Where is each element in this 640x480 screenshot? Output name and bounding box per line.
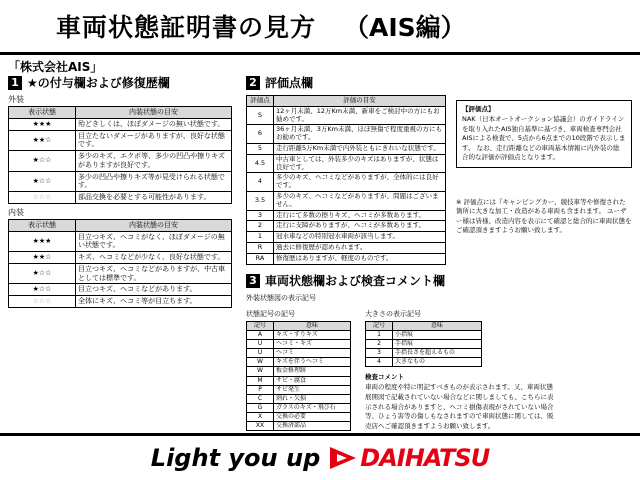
brand-name: DAIHATSU <box>360 444 490 472</box>
section-1-title <box>8 74 232 91</box>
points-text: 12ヶ月未満、12万Km未満、新車をご検討中の方にもお勧めです。 <box>274 106 446 125</box>
symbol-right-caption: 大きさの表示記号 <box>365 310 421 318</box>
points-text: 走行に支障がありますが、ヘコミが多数あります。 <box>274 221 446 232</box>
interior-text: 目立つキズ、ヘコミがなく、ほぼダメージの無い状態です。 <box>76 231 232 252</box>
page-title: 車両状態証明書の見方 <box>56 13 317 42</box>
table-row: 4 大きなもの <box>366 358 482 367</box>
table-row <box>247 232 446 243</box>
table-row <box>9 171 232 192</box>
table-row <box>247 242 446 253</box>
points-text: 36ヶ月未満、3万Km未満、ほぼ無傷で程度重視の方にもお勧めです。 <box>274 125 446 144</box>
tagline-pre: Light y <box>150 444 245 472</box>
table-row: P サビ発生 <box>247 385 351 394</box>
table-row: U ヘコミ <box>247 349 351 358</box>
evaluation-note-box <box>456 100 632 168</box>
interior-text: 目立つキズ、ヘコミなどがありますが、中古車としては標準です。 <box>76 263 232 284</box>
symbol-left-caption: 状態記号の記号 <box>246 310 295 318</box>
tagline-post: u up <box>260 444 321 472</box>
interior-table <box>8 219 232 308</box>
table-row: C 割れ・欠損 <box>247 394 351 403</box>
table-row: W 板金修理跡 <box>247 367 351 376</box>
points-score: 4 <box>247 173 274 192</box>
points-text: 過去に修復歴が認められます。 <box>274 242 446 253</box>
section-points <box>246 74 446 265</box>
table-row <box>9 231 232 252</box>
table-row: W キズを伴うヘコミ <box>247 358 351 367</box>
points-header-1: 評価の目安 <box>274 96 446 107</box>
points-score: 4.5 <box>247 154 274 173</box>
table-row <box>247 210 446 221</box>
symbol-right-table <box>365 321 482 367</box>
points-score: RA <box>247 253 274 264</box>
exterior-text: 殆どきしくは、ほぼダメージの無い状態です。 <box>76 118 232 130</box>
symbol-left-block <box>246 305 351 431</box>
section-3-number: 3 <box>246 274 260 288</box>
sym-right-header-1: 意味 <box>393 322 482 331</box>
sym-left-header-0: 記号 <box>247 322 274 331</box>
points-score: 5 <box>247 143 274 154</box>
exterior-stars: ☆☆☆ <box>9 192 76 204</box>
section-2-label: 評価点欄 <box>265 76 314 90</box>
exterior-table <box>8 106 232 204</box>
table-row <box>9 151 232 172</box>
section-3-label: 車両状態欄および検査コメント欄 <box>265 274 446 288</box>
interior-stars: ★☆☆ <box>9 263 76 284</box>
table-row <box>9 118 232 130</box>
evaluation-note-body: NAK（日本オートオークション協議会）のガイドラインを取り入れたAIS独自基準に基づき、車両検査専門会社AISによる検査で、5点から6点までの10段階で表示します。 なお、走行距離などの車両基本情報に内外装の総合的な評価が評価点となります。 <box>462 115 626 162</box>
exterior-stars: ★☆☆ <box>9 171 76 192</box>
table-row <box>247 221 446 232</box>
section-3-title <box>246 272 632 289</box>
table-row: 3 手指長さを超えるもの <box>366 349 482 358</box>
table-row: 2 手指痕 <box>366 340 482 349</box>
tagline <box>151 444 320 472</box>
table-row <box>247 143 446 154</box>
points-text: 走行にて多数の擦りキズ、ヘコミが多数あります。 <box>274 210 446 221</box>
symbol-right-block <box>365 305 555 432</box>
points-score: R <box>247 242 274 253</box>
table-row: U ヘコミ・キズ <box>247 340 351 349</box>
section-vehicle-condition <box>246 272 632 432</box>
section-stars <box>8 74 232 308</box>
table-row: X 交換の必要 <box>247 412 351 421</box>
table-row <box>9 130 232 151</box>
interior-stars: ★★☆ <box>9 252 76 264</box>
exterior-text: 目立たないダメージがありますが、良好な状態です。 <box>76 130 232 151</box>
table-row: A キズ・すりキズ <box>247 331 351 340</box>
company-name: 「株式会社AIS」 <box>8 60 103 74</box>
brand-logo <box>330 444 489 472</box>
points-header-0: 評価点 <box>247 96 274 107</box>
interior-stars: ★★★ <box>9 231 76 252</box>
exterior-stars: ★★★ <box>9 118 76 130</box>
points-text: 多少のキズ、ヘコミなどがありますが、全体的には良好です。 <box>274 173 446 192</box>
exterior-label: 外装 <box>8 95 24 104</box>
table-row <box>247 173 446 192</box>
exterior-text: 部品交換を必要とする可能性があります。 <box>76 192 232 204</box>
section-2-title <box>246 74 446 91</box>
tagline-o: o <box>244 444 261 472</box>
sym-left-header-1: 意味 <box>274 322 351 331</box>
interior-label: 内装 <box>8 207 24 217</box>
table-row <box>9 284 232 296</box>
page-footer <box>0 433 640 480</box>
table-row <box>247 125 446 144</box>
exterior-header-0: 表示状態 <box>9 107 76 119</box>
table-row: XX 交換済部品 <box>247 422 351 431</box>
points-text: 多少のキズ、ヘコミなどがありますが、問題はございません。 <box>274 191 446 210</box>
exterior-text: 多少のキズ、エクボ等、多少の凹凸や擦りキズがありますが良好です。 <box>76 151 232 172</box>
table-row <box>9 252 232 264</box>
points-text: 走行距離5万Km未満で内外装ともにきれいな状態です。 <box>274 143 446 154</box>
inspection-comment-title: 検査コメント <box>365 373 404 382</box>
points-score: 2 <box>247 221 274 232</box>
evaluation-extra-note: ※ 評価点には『キャンピングカー、競技車等や修復された箇所に大きな加工・改造がある車両も含まれます。 ユーザー様は皆様、改造内容を表示にて確認と総合的に車両状態をご確認頂きますようお願い致します。 <box>456 198 632 235</box>
table-row <box>247 154 446 173</box>
table-row <box>247 253 446 264</box>
table-row <box>247 191 446 210</box>
points-text: 修復歴はありますが、軽度のものです。 <box>274 253 446 264</box>
symbol-left-table <box>246 321 351 431</box>
page-subtitle: （AIS編） <box>344 13 466 42</box>
inspection-comment <box>365 373 555 432</box>
points-table <box>246 95 446 265</box>
table-row <box>9 296 232 308</box>
interior-header-0: 表示状態 <box>9 219 76 231</box>
points-text: 冠水車などの特別冠水車両が該当します。 <box>274 232 446 243</box>
points-score: 6 <box>247 125 274 144</box>
points-text: 中古車としては、外装多少のキズはありますが、状態は良好です。 <box>274 154 446 173</box>
points-score: 3 <box>247 210 274 221</box>
page-header <box>0 0 640 55</box>
table-row <box>9 263 232 284</box>
sym-right-header-0: 記号 <box>366 322 393 331</box>
interior-text: 全体にキズ、ヘコミ等が目立ちます。 <box>76 296 232 308</box>
table-row <box>9 192 232 204</box>
inspection-comment-body: 車両の程度や特に明記すべきものが表示されます。又、車両状態展開図で記載されていない場合などに関しましても、こちらに表示される場合がありますと、ヘコミ損傷表現がされていない場合等、ひょう害等の傷しもなされますので車両状態に関しては、販売店へご確認頂きますようお願い致します。 <box>365 383 554 431</box>
table-row: 1 小指痕 <box>366 331 482 340</box>
points-score: S <box>247 106 274 125</box>
table-row: G ガラスのキズ・飛び石 <box>247 403 351 412</box>
interior-stars: ☆☆☆ <box>9 296 76 308</box>
table-row <box>247 106 446 125</box>
interior-stars: ★☆☆ <box>9 284 76 296</box>
table-row: M サビ・腐食 <box>247 376 351 385</box>
section-1-label: ★の付与欄および修復歴欄 <box>27 76 170 90</box>
interior-text: キズ、ヘコミなどが少なく、良好な状態です。 <box>76 252 232 264</box>
section-1-number: 1 <box>8 76 22 90</box>
exterior-text: 多少の凹凸や擦りキズ等が見受けられる状態です。 <box>76 171 232 192</box>
section-2-number: 2 <box>246 76 260 90</box>
exterior-stars: ★★☆ <box>9 130 76 151</box>
interior-header-1: 内装状態の目安 <box>76 219 232 231</box>
symbol-section-sub: 外装状態図の表示記号 <box>246 294 316 302</box>
points-score: 1 <box>247 232 274 243</box>
exterior-stars: ★☆☆ <box>9 151 76 172</box>
exterior-header-1: 内装状態の目安 <box>76 107 232 119</box>
points-score: 3.5 <box>247 191 274 210</box>
evaluation-note-title: 【評価点】 <box>462 105 495 113</box>
daihatsu-mark-icon <box>330 447 356 469</box>
interior-text: 目立つキズ、ヘコミなどがあります。 <box>76 284 232 296</box>
